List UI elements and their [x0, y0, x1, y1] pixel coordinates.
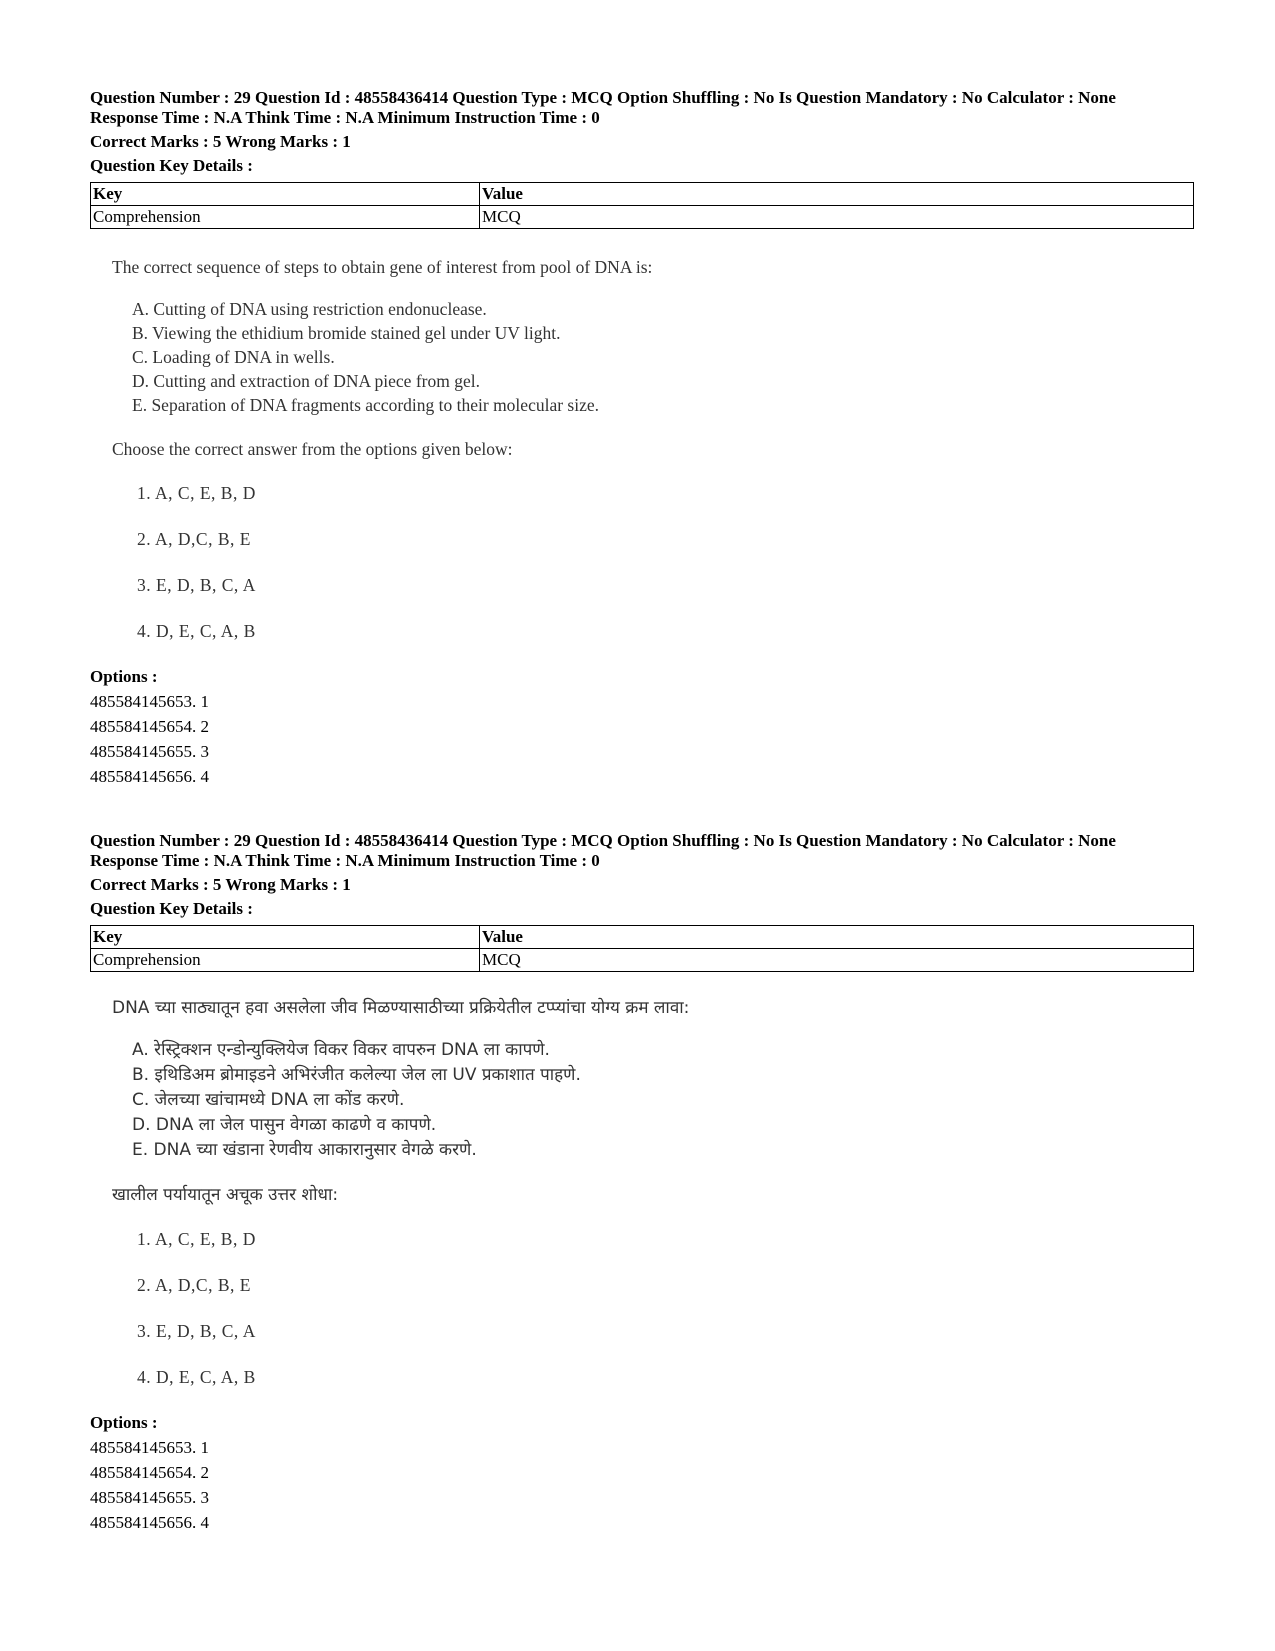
- answer-choice: 2. A, D,C, B, E: [137, 1275, 251, 1295]
- question-stem: DNA च्या साठ्यातून हवा असलेला जीव मिळण्यासाठीच्या प्रक्रियेतील टप्प्यांचा योग्य क्रम लावा:: [112, 998, 690, 1018]
- statement-item: B. इथिडिअम ब्रोमाइडने अभिरंजीत कलेल्या जेल ला UV प्रकाशात पाहणे.: [132, 1065, 581, 1085]
- statement-item: C. जेलच्या खांचामध्ये DNA ला कोंड करणे.: [132, 1090, 405, 1110]
- question-image: [112, 255, 1195, 643]
- key-details-table: [90, 925, 1194, 972]
- marks-line: Correct Marks : 5 Wrong Marks : 1: [90, 132, 351, 151]
- question-image: [112, 996, 1195, 1389]
- question-block-marathi: [90, 831, 1195, 1535]
- question-meta-line: Question Number : 29 Question Id : 48558436414 Question Type : MCQ Option Shuffling : No Is Question Mandatory : No Calculator : None: [90, 88, 1116, 107]
- statement-item: E. Separation of DNA fragments according to their molecular size.: [132, 395, 599, 415]
- options-list: [90, 1435, 1195, 1535]
- answer-choice: 4. D, E, C, A, B: [137, 621, 256, 641]
- table-cell-value: MCQ: [480, 206, 1194, 229]
- statement-list: [132, 1038, 1195, 1163]
- table-header-row: [91, 183, 1194, 206]
- key-details-table: [90, 182, 1194, 229]
- statement-item: D. Cutting and extraction of DNA piece from gel.: [132, 371, 480, 391]
- question-timing-line: Response Time : N.A Think Time : N.A Minimum Instruction Time : 0: [90, 108, 600, 127]
- statement-item: D. DNA ला जेल पासुन वेगळा काढणे व कापणे.: [132, 1115, 437, 1135]
- option-item: 485584145654. 2: [90, 1463, 209, 1482]
- option-item: 485584145656. 4: [90, 767, 209, 786]
- statement-item: C. Loading of DNA in wells.: [132, 347, 335, 367]
- table-header-key: Key: [91, 183, 480, 206]
- table-header-value: Value: [480, 183, 1194, 206]
- choose-prompt: खालील पर्यायातून अचूक उत्तर शोधा:: [112, 1185, 339, 1205]
- marks-line: Correct Marks : 5 Wrong Marks : 1: [90, 875, 351, 894]
- table-header-value: Value: [480, 926, 1194, 949]
- table-header-row: [91, 926, 1194, 949]
- key-details-heading: Question Key Details :: [90, 899, 253, 918]
- answer-choice: 3. E, D, B, C, A: [137, 1321, 256, 1341]
- statement-item: E. DNA च्या खंडाना रेणवीय आकारानुसार वेगळे करणे.: [132, 1140, 477, 1160]
- options-list: [90, 689, 1195, 789]
- answer-choice: 3. E, D, B, C, A: [137, 575, 256, 595]
- option-item: 485584145653. 1: [90, 692, 209, 711]
- answer-choice: 1. A, C, E, B, D: [137, 1229, 256, 1249]
- answer-choice-list: [137, 481, 1195, 643]
- answer-choice-list: [137, 1227, 1195, 1389]
- table-row: [91, 949, 1194, 972]
- option-item: 485584145655. 3: [90, 742, 209, 761]
- choose-prompt: Choose the correct answer from the options given below:: [112, 439, 513, 459]
- question-meta-line: Question Number : 29 Question Id : 48558436414 Question Type : MCQ Option Shuffling : No Is Question Mandatory : No Calculator : None: [90, 831, 1116, 850]
- statement-item: A. रेस्ट्रिक्शन एन्डोन्युक्लियेज विकर विकर वापरुन DNA ला कापणे.: [132, 1040, 550, 1060]
- table-cell-value: MCQ: [480, 949, 1194, 972]
- question-block-english: [90, 88, 1195, 789]
- statement-item: B. Viewing the ethidium bromide stained gel under UV light.: [132, 323, 561, 343]
- option-item: 485584145653. 1: [90, 1438, 209, 1457]
- statement-item: A. Cutting of DNA using restriction endonuclease.: [132, 299, 487, 319]
- table-cell-key: Comprehension: [91, 949, 480, 972]
- statement-list: [132, 297, 1195, 417]
- option-item: 485584145654. 2: [90, 717, 209, 736]
- table-header-key: Key: [91, 926, 480, 949]
- answer-choice: 1. A, C, E, B, D: [137, 483, 256, 503]
- answer-choice: 4. D, E, C, A, B: [137, 1367, 256, 1387]
- question-stem: The correct sequence of steps to obtain gene of interest from pool of DNA is:: [112, 257, 653, 277]
- option-item: 485584145655. 3: [90, 1488, 209, 1507]
- table-row: [91, 206, 1194, 229]
- option-item: 485584145656. 4: [90, 1513, 209, 1532]
- answer-choice: 2. A, D,C, B, E: [137, 529, 251, 549]
- question-timing-line: Response Time : N.A Think Time : N.A Minimum Instruction Time : 0: [90, 851, 600, 870]
- table-cell-key: Comprehension: [91, 206, 480, 229]
- options-heading: Options :: [90, 667, 158, 686]
- key-details-heading: Question Key Details :: [90, 156, 253, 175]
- options-heading: Options :: [90, 1413, 158, 1432]
